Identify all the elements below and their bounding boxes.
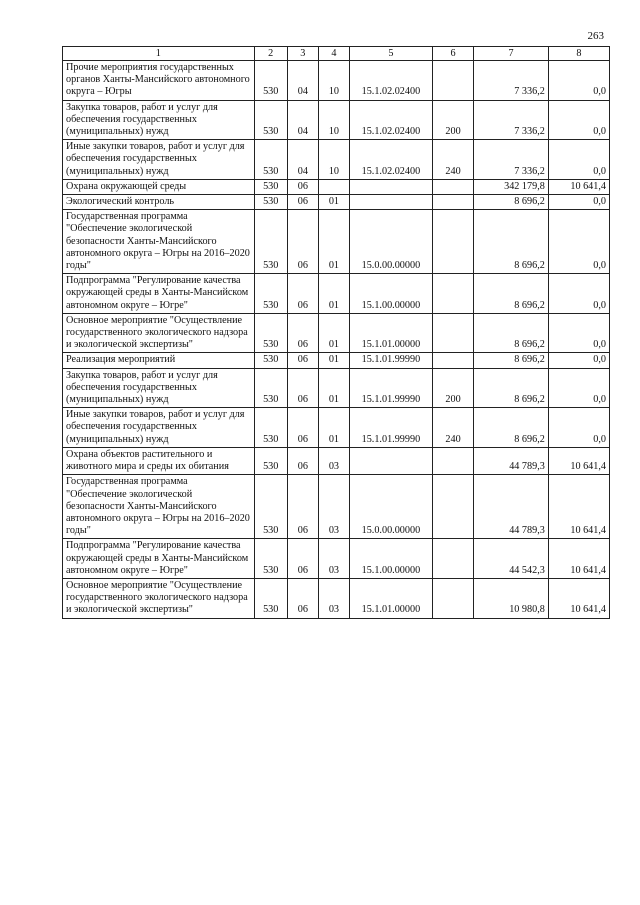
- subsection-code: 01: [318, 353, 349, 368]
- amount-federal: 0,0: [548, 210, 609, 274]
- subsection-code: 10: [318, 100, 349, 140]
- amount-total: 342 179,8: [474, 179, 549, 194]
- table-row: [63, 408, 610, 448]
- target-article-code: [349, 195, 432, 210]
- section-code: 06: [287, 179, 318, 194]
- row-description: Основное мероприятие "Осуществление государственного экологического надзора и экологической экспертизы": [63, 578, 255, 618]
- expense-type-code: 240: [432, 140, 473, 180]
- subsection-code: 03: [318, 578, 349, 618]
- row-description: Иные закупки товаров, работ и услуг для обеспечения государственных (муниципальных) нужд: [63, 408, 255, 448]
- amount-federal: 0,0: [548, 274, 609, 314]
- budget-table: [62, 46, 610, 619]
- amount-total: 7 336,2: [474, 140, 549, 180]
- admin-code: 530: [254, 539, 287, 579]
- header-row: [63, 47, 610, 61]
- expense-type-code: 240: [432, 408, 473, 448]
- row-description: Экологический контроль: [63, 195, 255, 210]
- column-header: 6: [432, 47, 473, 61]
- amount-total: 44 789,3: [474, 447, 549, 474]
- section-code: 04: [287, 61, 318, 101]
- amount-federal: 0,0: [548, 195, 609, 210]
- amount-federal: 10 641,4: [548, 539, 609, 579]
- section-code: 06: [287, 368, 318, 408]
- expense-type-code: [432, 539, 473, 579]
- admin-code: 530: [254, 353, 287, 368]
- admin-code: 530: [254, 368, 287, 408]
- column-header: 8: [548, 47, 609, 61]
- table-row: [63, 539, 610, 579]
- amount-federal: 0,0: [548, 408, 609, 448]
- row-description: Прочие мероприятия государственных органов Ханты-Мансийского автономного округа – Югры: [63, 61, 255, 101]
- section-code: 06: [287, 274, 318, 314]
- admin-code: 530: [254, 140, 287, 180]
- target-article-code: 15.1.02.02400: [349, 61, 432, 101]
- row-description: Иные закупки товаров, работ и услуг для обеспечения государственных (муниципальных) нужд: [63, 140, 255, 180]
- target-article-code: 15.1.02.02400: [349, 140, 432, 180]
- amount-total: 8 696,2: [474, 274, 549, 314]
- admin-code: 530: [254, 210, 287, 274]
- admin-code: 530: [254, 313, 287, 353]
- table-row: [63, 61, 610, 101]
- amount-total: 8 696,2: [474, 408, 549, 448]
- subsection-code: 01: [318, 195, 349, 210]
- section-code: 06: [287, 408, 318, 448]
- amount-total: 7 336,2: [474, 61, 549, 101]
- section-code: 06: [287, 447, 318, 474]
- amount-total: 8 696,2: [474, 368, 549, 408]
- row-description: Государственная программа "Обеспечение экологической безопасности Ханты-Мансийского автономного округа – Югры на 2016–2020 годы": [63, 210, 255, 274]
- section-code: 06: [287, 313, 318, 353]
- expense-type-code: [432, 210, 473, 274]
- expense-type-code: [432, 195, 473, 210]
- column-header: 3: [287, 47, 318, 61]
- section-code: 06: [287, 210, 318, 274]
- admin-code: 530: [254, 195, 287, 210]
- target-article-code: 15.0.00.00000: [349, 475, 432, 539]
- admin-code: 530: [254, 447, 287, 474]
- table-row: [63, 100, 610, 140]
- column-header: 5: [349, 47, 432, 61]
- subsection-code: 03: [318, 447, 349, 474]
- section-code: 06: [287, 475, 318, 539]
- amount-total: 8 696,2: [474, 353, 549, 368]
- amount-federal: 0,0: [548, 368, 609, 408]
- expense-type-code: [432, 475, 473, 539]
- table-row: [63, 368, 610, 408]
- admin-code: 530: [254, 274, 287, 314]
- column-header: 1: [63, 47, 255, 61]
- subsection-code: 03: [318, 475, 349, 539]
- admin-code: 530: [254, 475, 287, 539]
- target-article-code: 15.1.01.99990: [349, 368, 432, 408]
- expense-type-code: [432, 353, 473, 368]
- amount-federal: 0,0: [548, 353, 609, 368]
- target-article-code: [349, 179, 432, 194]
- admin-code: 530: [254, 578, 287, 618]
- target-article-code: 15.1.01.00000: [349, 313, 432, 353]
- table-row: [63, 313, 610, 353]
- amount-federal: 0,0: [548, 140, 609, 180]
- amount-total: 7 336,2: [474, 100, 549, 140]
- row-description: Подпрограмма "Регулирование качества окружающей среды в Ханты-Мансийском автономном округе – Югре": [63, 539, 255, 579]
- subsection-code: 01: [318, 368, 349, 408]
- amount-federal: 10 641,4: [548, 447, 609, 474]
- target-article-code: [349, 447, 432, 474]
- row-description: Государственная программа "Обеспечение экологической безопасности Ханты-Мансийского автономного округа – Югры на 2016–2020 годы": [63, 475, 255, 539]
- column-header: 2: [254, 47, 287, 61]
- expense-type-code: [432, 274, 473, 314]
- table-row: [63, 274, 610, 314]
- expense-type-code: [432, 313, 473, 353]
- table-row: [63, 353, 610, 368]
- row-description: Охрана объектов растительного и животного мира и среды их обитания: [63, 447, 255, 474]
- admin-code: 530: [254, 100, 287, 140]
- section-code: 06: [287, 578, 318, 618]
- amount-federal: 10 641,4: [548, 475, 609, 539]
- row-description: Реализация мероприятий: [63, 353, 255, 368]
- target-article-code: 15.1.00.00000: [349, 539, 432, 579]
- subsection-code: 03: [318, 539, 349, 579]
- table-row: [63, 195, 610, 210]
- target-article-code: 15.1.01.99990: [349, 408, 432, 448]
- row-description: Основное мероприятие "Осуществление государственного экологического надзора и экологической экспертизы": [63, 313, 255, 353]
- target-article-code: 15.1.00.00000: [349, 274, 432, 314]
- table-row: [63, 475, 610, 539]
- table-body: [63, 61, 610, 619]
- expense-type-code: [432, 447, 473, 474]
- subsection-code: 10: [318, 61, 349, 101]
- section-code: 04: [287, 140, 318, 180]
- table-row: [63, 179, 610, 194]
- amount-total: 10 980,8: [474, 578, 549, 618]
- expense-type-code: [432, 179, 473, 194]
- target-article-code: 15.1.02.02400: [349, 100, 432, 140]
- table-row: [63, 447, 610, 474]
- section-code: 06: [287, 353, 318, 368]
- table-row: [63, 140, 610, 180]
- target-article-code: 15.1.01.00000: [349, 578, 432, 618]
- section-code: 04: [287, 100, 318, 140]
- amount-total: 8 696,2: [474, 313, 549, 353]
- admin-code: 530: [254, 408, 287, 448]
- column-header: 7: [474, 47, 549, 61]
- column-header: 4: [318, 47, 349, 61]
- subsection-code: 01: [318, 313, 349, 353]
- amount-federal: 0,0: [548, 313, 609, 353]
- row-description: Охрана окружающей среды: [63, 179, 255, 194]
- amount-total: 44 542,3: [474, 539, 549, 579]
- section-code: 06: [287, 195, 318, 210]
- amount-federal: 10 641,4: [548, 578, 609, 618]
- subsection-code: 01: [318, 274, 349, 314]
- amount-total: 44 789,3: [474, 475, 549, 539]
- target-article-code: 15.1.01.99990: [349, 353, 432, 368]
- row-description: Закупка товаров, работ и услуг для обеспечения государственных (муниципальных) нужд: [63, 368, 255, 408]
- admin-code: 530: [254, 61, 287, 101]
- subsection-code: 01: [318, 210, 349, 274]
- subsection-code: 01: [318, 408, 349, 448]
- expense-type-code: [432, 61, 473, 101]
- table-header: [63, 47, 610, 61]
- page-number: 263: [587, 30, 604, 42]
- table-row: [63, 578, 610, 618]
- expense-type-code: 200: [432, 368, 473, 408]
- amount-federal: 10 641,4: [548, 179, 609, 194]
- target-article-code: 15.0.00.00000: [349, 210, 432, 274]
- subsection-code: [318, 179, 349, 194]
- table-row: [63, 210, 610, 274]
- expense-type-code: 200: [432, 100, 473, 140]
- amount-federal: 0,0: [548, 100, 609, 140]
- admin-code: 530: [254, 179, 287, 194]
- expense-type-code: [432, 578, 473, 618]
- subsection-code: 10: [318, 140, 349, 180]
- row-description: Закупка товаров, работ и услуг для обеспечения государственных (муниципальных) нужд: [63, 100, 255, 140]
- section-code: 06: [287, 539, 318, 579]
- amount-federal: 0,0: [548, 61, 609, 101]
- amount-total: 8 696,2: [474, 195, 549, 210]
- amount-total: 8 696,2: [474, 210, 549, 274]
- row-description: Подпрограмма "Регулирование качества окружающей среды в Ханты-Мансийском автономном округе – Югре": [63, 274, 255, 314]
